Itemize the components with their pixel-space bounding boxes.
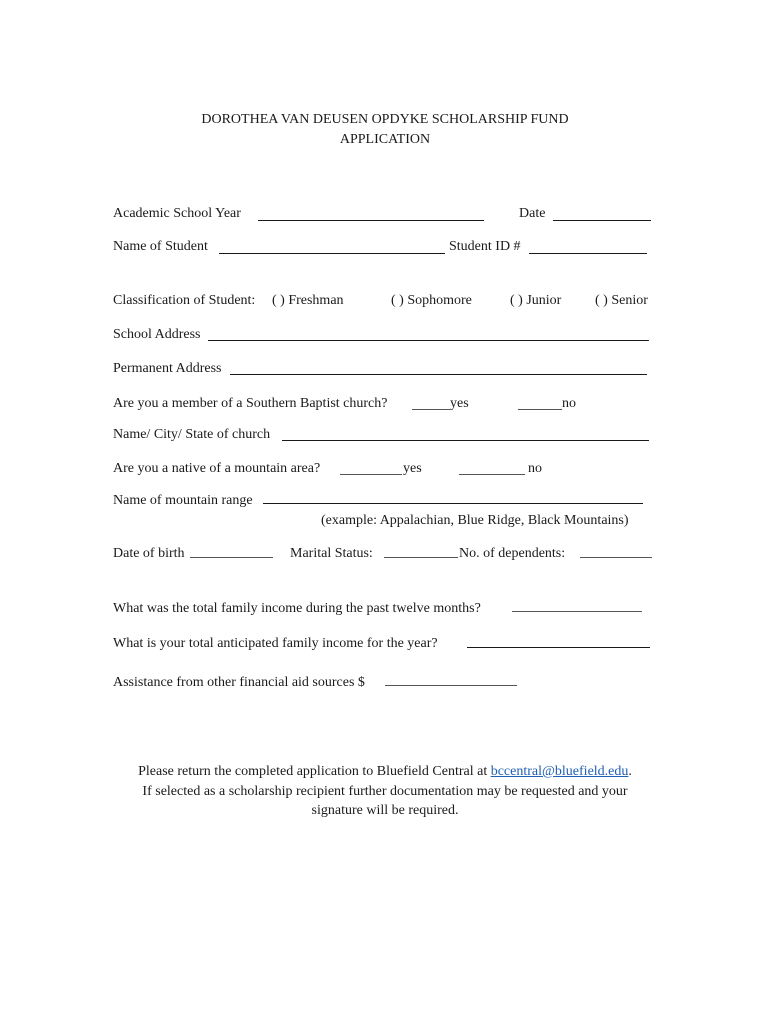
income-past-label: What was the total family income during the past twelve months? (113, 601, 481, 616)
mountain-range-label: Name of mountain range (113, 493, 253, 508)
mountain-range-field[interactable] (263, 503, 643, 504)
marital-status-field[interactable] (384, 557, 458, 558)
student-id-field[interactable] (529, 253, 647, 254)
return-instructions (60, 762, 710, 781)
return-period: . (628, 764, 632, 779)
permanent-address-field[interactable] (230, 374, 647, 375)
classification-junior[interactable]: ( ) Junior (510, 293, 562, 308)
classification-label: Classification of Student: (113, 293, 256, 308)
church-label: Name/ City/ State of church (113, 427, 271, 442)
classification-sophomore[interactable]: ( ) Sophomore (391, 293, 472, 308)
income-anticipated-label: What is your total anticipated family income for the year? (113, 636, 438, 651)
baptist-question: Are you a member of a Southern Baptist church? (113, 396, 388, 411)
church-field[interactable] (282, 440, 649, 441)
mountain-range-example: (example: Appalachian, Blue Ridge, Black Mountains) (321, 513, 629, 528)
dob-label: Date of birth (113, 546, 185, 561)
dob-field[interactable] (190, 557, 273, 558)
student-name-field[interactable] (219, 253, 445, 254)
income-anticipated-field[interactable] (467, 647, 650, 648)
academic-year-label: Academic School Year (113, 206, 241, 221)
classification-freshman[interactable]: ( ) Freshman (272, 293, 344, 308)
form-title-line2: APPLICATION (339, 132, 431, 147)
native-no-field[interactable] (459, 474, 525, 475)
documentation-note: If selected as a scholarship recipient further documentation may be requested and your (142, 784, 628, 799)
income-past-field[interactable] (512, 611, 642, 612)
baptist-yes-label: yes (450, 396, 469, 411)
assistance-field[interactable] (385, 685, 517, 686)
school-address-label: School Address (113, 327, 201, 342)
form-title-line1: DOROTHEA VAN DEUSEN OPDYKE SCHOLARSHIP FUND (201, 112, 569, 127)
return-text: Please return the completed application to Bluefield Central at (138, 764, 488, 779)
signature-note: signature will be required. (311, 803, 459, 818)
native-no-label: no (528, 461, 542, 476)
dependents-field[interactable] (580, 557, 652, 558)
classification-senior[interactable]: ( ) Senior (595, 293, 648, 308)
permanent-address-label: Permanent Address (113, 361, 222, 376)
native-question: Are you a native of a mountain area? (113, 461, 321, 476)
dependents-label: No. of dependents: (459, 546, 566, 561)
native-yes-field[interactable] (340, 474, 402, 475)
baptist-no-field[interactable] (518, 409, 562, 410)
baptist-yes-field[interactable] (412, 409, 450, 410)
student-id-label: Student ID # (449, 239, 521, 254)
student-name-label: Name of Student (113, 239, 208, 254)
email-link[interactable]: bccentral@bluefield.edu (490, 764, 629, 779)
native-yes-label: yes (403, 461, 422, 476)
assistance-label: Assistance from other financial aid sources $ (113, 675, 365, 690)
date-label: Date (519, 206, 546, 221)
date-field[interactable] (553, 220, 651, 221)
academic-year-field[interactable] (258, 220, 484, 221)
school-address-field[interactable] (208, 340, 649, 341)
marital-status-label: Marital Status: (290, 546, 373, 561)
baptist-no-label: no (562, 396, 576, 411)
